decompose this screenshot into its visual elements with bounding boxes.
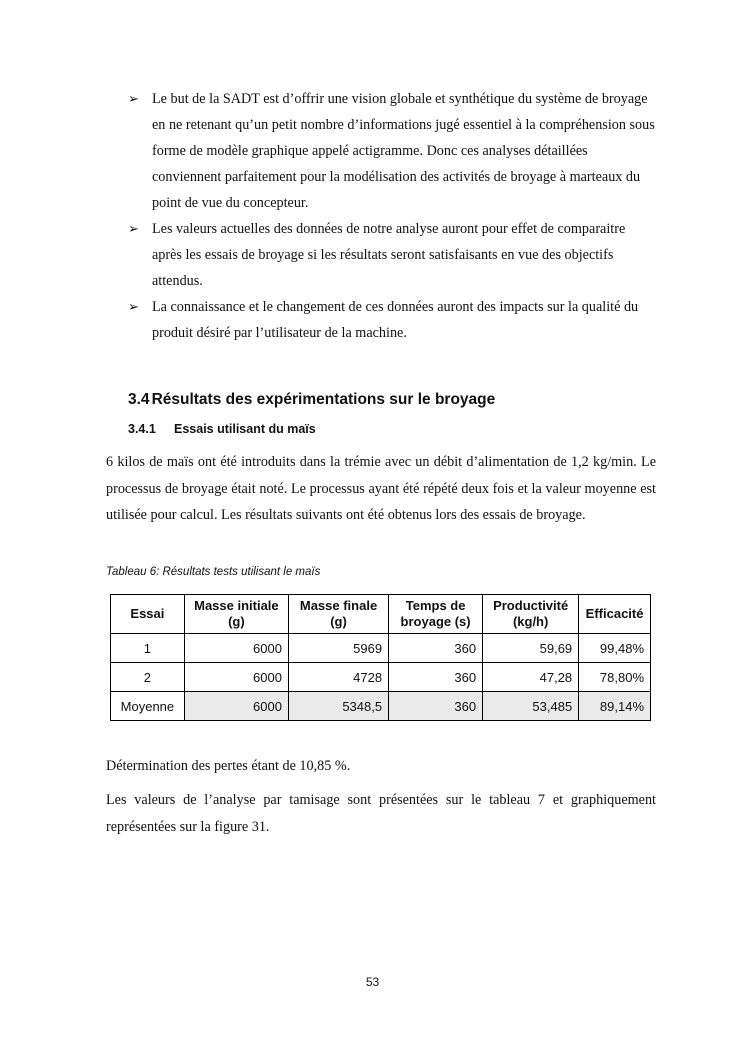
paragraph-intro: 6 kilos de maïs ont été introduits dans la trémie avec un débit d’alimentation de 1,2 kg/min. Le processus de broyage était noté. Le processus ayant été répété deux fois et la valeur moyenne est utilisée pour calcul. Les résultats suivants ont été obtenus lors des essais de broyage. xyxy=(106,454,656,523)
bullet-list xyxy=(128,86,658,346)
cell-efficacite: 78,80% xyxy=(579,663,651,692)
bullet-text: Les valeurs actuelles des données de notre analyse auront pour effet de comparaitre après les essais de broyage si les résultats seront satisfaisants en vue des objectifs attendus. xyxy=(152,221,626,289)
subsection-title: Essais utilisant du maïs xyxy=(174,422,316,436)
cell-temps: 360 xyxy=(389,634,483,663)
paragraph-sieve: Les valeurs de l’analyse par tamisage sont présentées sur le tableau 7 et graphiquement représentées sur la figure 31. xyxy=(106,792,656,835)
paragraph-losses: Détermination des pertes étant de 10,85 %. xyxy=(106,758,351,774)
cell-essai: 2 xyxy=(111,663,185,692)
subsection-number: 3.4.1 xyxy=(128,422,156,436)
cell-masse-initiale: 6000 xyxy=(184,634,288,663)
arrow-bullet-icon: ➢ xyxy=(128,91,139,106)
cell-masse-initiale: 6000 xyxy=(184,692,288,721)
table-row-average xyxy=(111,692,651,721)
table-caption: Tableau 6: Résultats tests utilisant le maïs xyxy=(106,566,321,578)
header-masse-initiale: Masse initiale (g) xyxy=(184,595,288,634)
table-row xyxy=(111,663,651,692)
section-heading xyxy=(128,391,495,409)
cell-masse-finale: 5969 xyxy=(288,634,388,663)
cell-productivite: 47,28 xyxy=(483,663,579,692)
bullet-item xyxy=(128,294,658,346)
cell-temps: 360 xyxy=(389,663,483,692)
bullet-text: Le but de la SADT est d’offrir une vision globale et synthétique du système de broyage en ne retenant qu’un petit nombre d’informations jugé essentiel à la compréhension sous forme de modèle graphique appelé actigramme. Donc ces analyses détaillées conviennent parfaitement pour la modélisation des activités de broyage à marteaux du point de vue du concepteur. xyxy=(152,91,655,211)
cell-efficacite: 89,14% xyxy=(579,692,651,721)
cell-temps: 360 xyxy=(389,692,483,721)
cell-masse-finale: 5348,5 xyxy=(288,692,388,721)
results-table xyxy=(110,594,651,721)
header-masse-finale: Masse finale (g) xyxy=(288,595,388,634)
cell-masse-initiale: 6000 xyxy=(184,663,288,692)
arrow-bullet-icon: ➢ xyxy=(128,299,139,314)
table-header-row xyxy=(111,595,651,634)
page-number: 53 xyxy=(365,975,380,989)
cell-essai: Moyenne xyxy=(111,692,185,721)
header-temps: Temps de broyage (s) xyxy=(389,595,483,634)
arrow-bullet-icon: ➢ xyxy=(128,221,139,236)
cell-essai: 1 xyxy=(111,634,185,663)
cell-efficacite: 99,48% xyxy=(579,634,651,663)
subsection-heading xyxy=(128,422,316,436)
bullet-text: La connaissance et le changement de ces données auront des impacts sur la qualité du produit désiré par l’utilisateur de la machine. xyxy=(152,299,639,341)
cell-productivite: 59,69 xyxy=(483,634,579,663)
cell-productivite: 53,485 xyxy=(483,692,579,721)
header-essai: Essai xyxy=(111,595,185,634)
bullet-item xyxy=(128,86,658,216)
section-title: Résultats des expérimentations sur le broyage xyxy=(151,391,496,408)
section-number: 3.4 xyxy=(128,391,150,408)
cell-masse-finale: 4728 xyxy=(288,663,388,692)
header-productivite: Productivité (kg/h) xyxy=(483,595,579,634)
header-efficacite: Efficacité xyxy=(579,595,651,634)
bullet-item xyxy=(128,216,658,294)
table-row xyxy=(111,634,651,663)
